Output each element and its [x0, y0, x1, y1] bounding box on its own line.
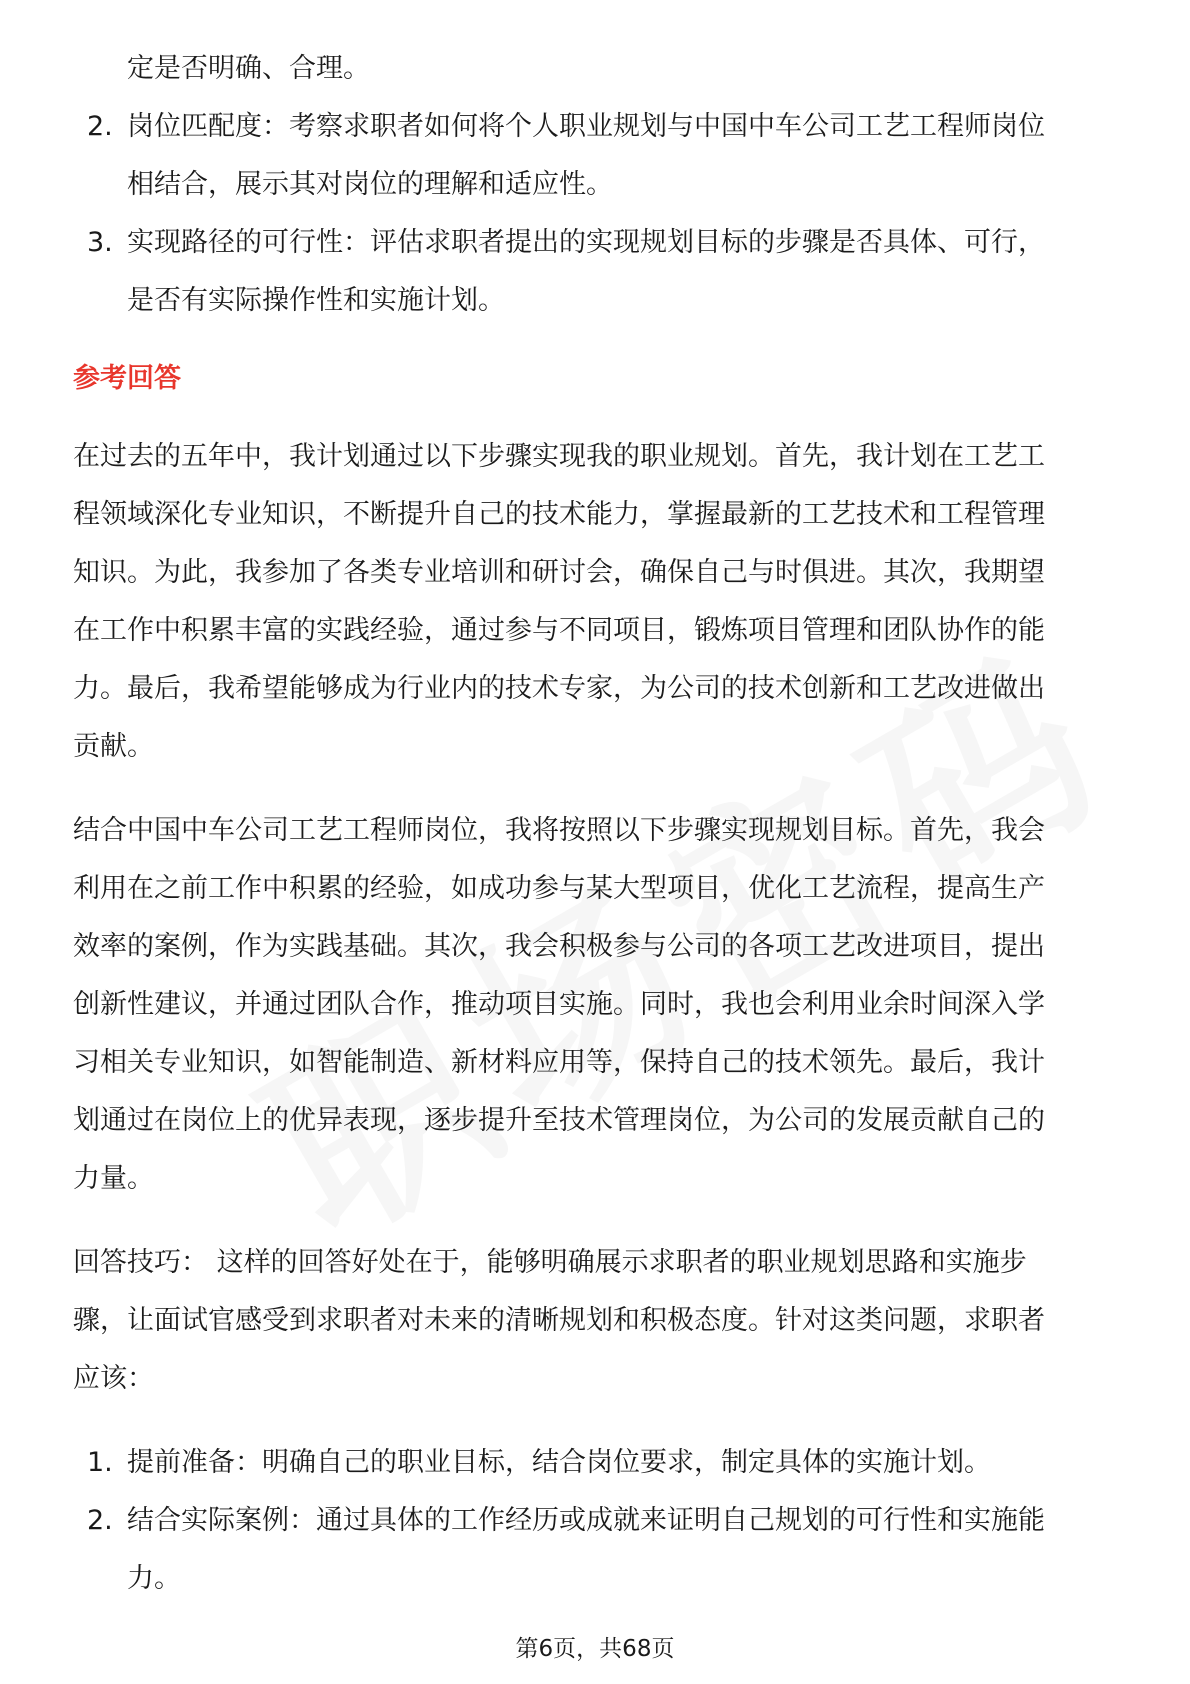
paragraph-line: 贡献。: [73, 731, 154, 762]
list-number: 2.: [87, 1505, 113, 1536]
list-text: 实现路径的可行性：评估求职者提出的实现规划目标的步骤是否具体、可行，: [127, 227, 1045, 258]
paragraph-line: 创新性建议，并通过团队合作，推动项目实施。同时，我也会利用业余时间深入学: [73, 989, 1045, 1020]
list-number: 1.: [87, 1447, 113, 1478]
paragraph-line: 程领域深化专业知识，不断提升自己的技术能力，掌握最新的工艺技术和工程管理: [73, 499, 1045, 530]
paragraph-line: 在过去的五年中，我计划通过以下步骤实现我的职业规划。首先，我计划在工艺工: [73, 441, 1045, 472]
paragraph-line: 应该：: [73, 1363, 154, 1394]
paragraph-line: 结合中国中车公司工艺工程师岗位，我将按照以下步骤实现规划目标。首先，我会: [73, 815, 1045, 846]
paragraph-line: 知识。为此，我参加了各类专业培训和研讨会，确保自己与时俱进。其次，我期望: [73, 557, 1045, 588]
page-footer: 第6页，共68页: [515, 1636, 675, 1662]
list-number: 3.: [87, 227, 113, 258]
document-page: [73, 40, 1117, 1608]
criteria-list: [73, 98, 1117, 330]
list-number: 2.: [87, 111, 113, 142]
list-item: [73, 214, 1117, 330]
list-item: [73, 98, 1117, 214]
paragraph-line: 在工作中积累丰富的实践经验，通过参与不同项目，锻炼项目管理和团队协作的能: [73, 615, 1045, 646]
paragraph-line: 力量。: [73, 1163, 154, 1194]
list-text: 力。: [127, 1563, 181, 1594]
list-text: 结合实际案例：通过具体的工作经历或成就来证明自己规划的可行性和实施能: [127, 1505, 1045, 1536]
list-text: 相结合，展示其对岗位的理解和适应性。: [127, 169, 613, 200]
list-text: 岗位匹配度：考察求职者如何将个人职业规划与中国中车公司工艺工程师岗位: [127, 111, 1045, 142]
list-item: [73, 1492, 1117, 1608]
paragraph: [73, 428, 1117, 776]
list-item: [73, 1434, 1117, 1492]
paragraph: [73, 1234, 1117, 1408]
list-text: 提前准备：明确自己的职业目标，结合岗位要求，制定具体的实施计划。: [127, 1447, 991, 1478]
paragraph-line: 骤，让面试官感受到求职者对未来的清晰规划和积极态度。针对这类问题，求职者: [73, 1305, 1045, 1336]
paragraph: [73, 802, 1117, 1208]
list-text: 是否有实际操作性和实施计划。: [127, 285, 505, 316]
paragraph-line: 回答技巧： 这样的回答好处在于，能够明确展示求职者的职业规划思路和实施步: [73, 1247, 1027, 1278]
list-continuation: 定是否明确、合理。: [127, 53, 370, 84]
paragraph-line: 划通过在岗位上的优异表现，逐步提升至技术管理岗位，为公司的发展贡献自己的: [73, 1105, 1045, 1136]
paragraph-line: 力。最后，我希望能够成为行业内的技术专家，为公司的技术创新和工艺改进做出: [73, 673, 1045, 704]
section-title: 参考回答: [73, 363, 181, 394]
paragraph-line: 习相关专业知识，如智能制造、新材料应用等，保持自己的技术领先。最后，我计: [73, 1047, 1045, 1078]
tips-list: [73, 1434, 1117, 1608]
paragraph-line: 利用在之前工作中积累的经验，如成功参与某大型项目，优化工艺流程，提高生产: [73, 873, 1045, 904]
paragraph-line: 效率的案例，作为实践基础。其次，我会积极参与公司的各项工艺改进项目，提出: [73, 931, 1045, 962]
